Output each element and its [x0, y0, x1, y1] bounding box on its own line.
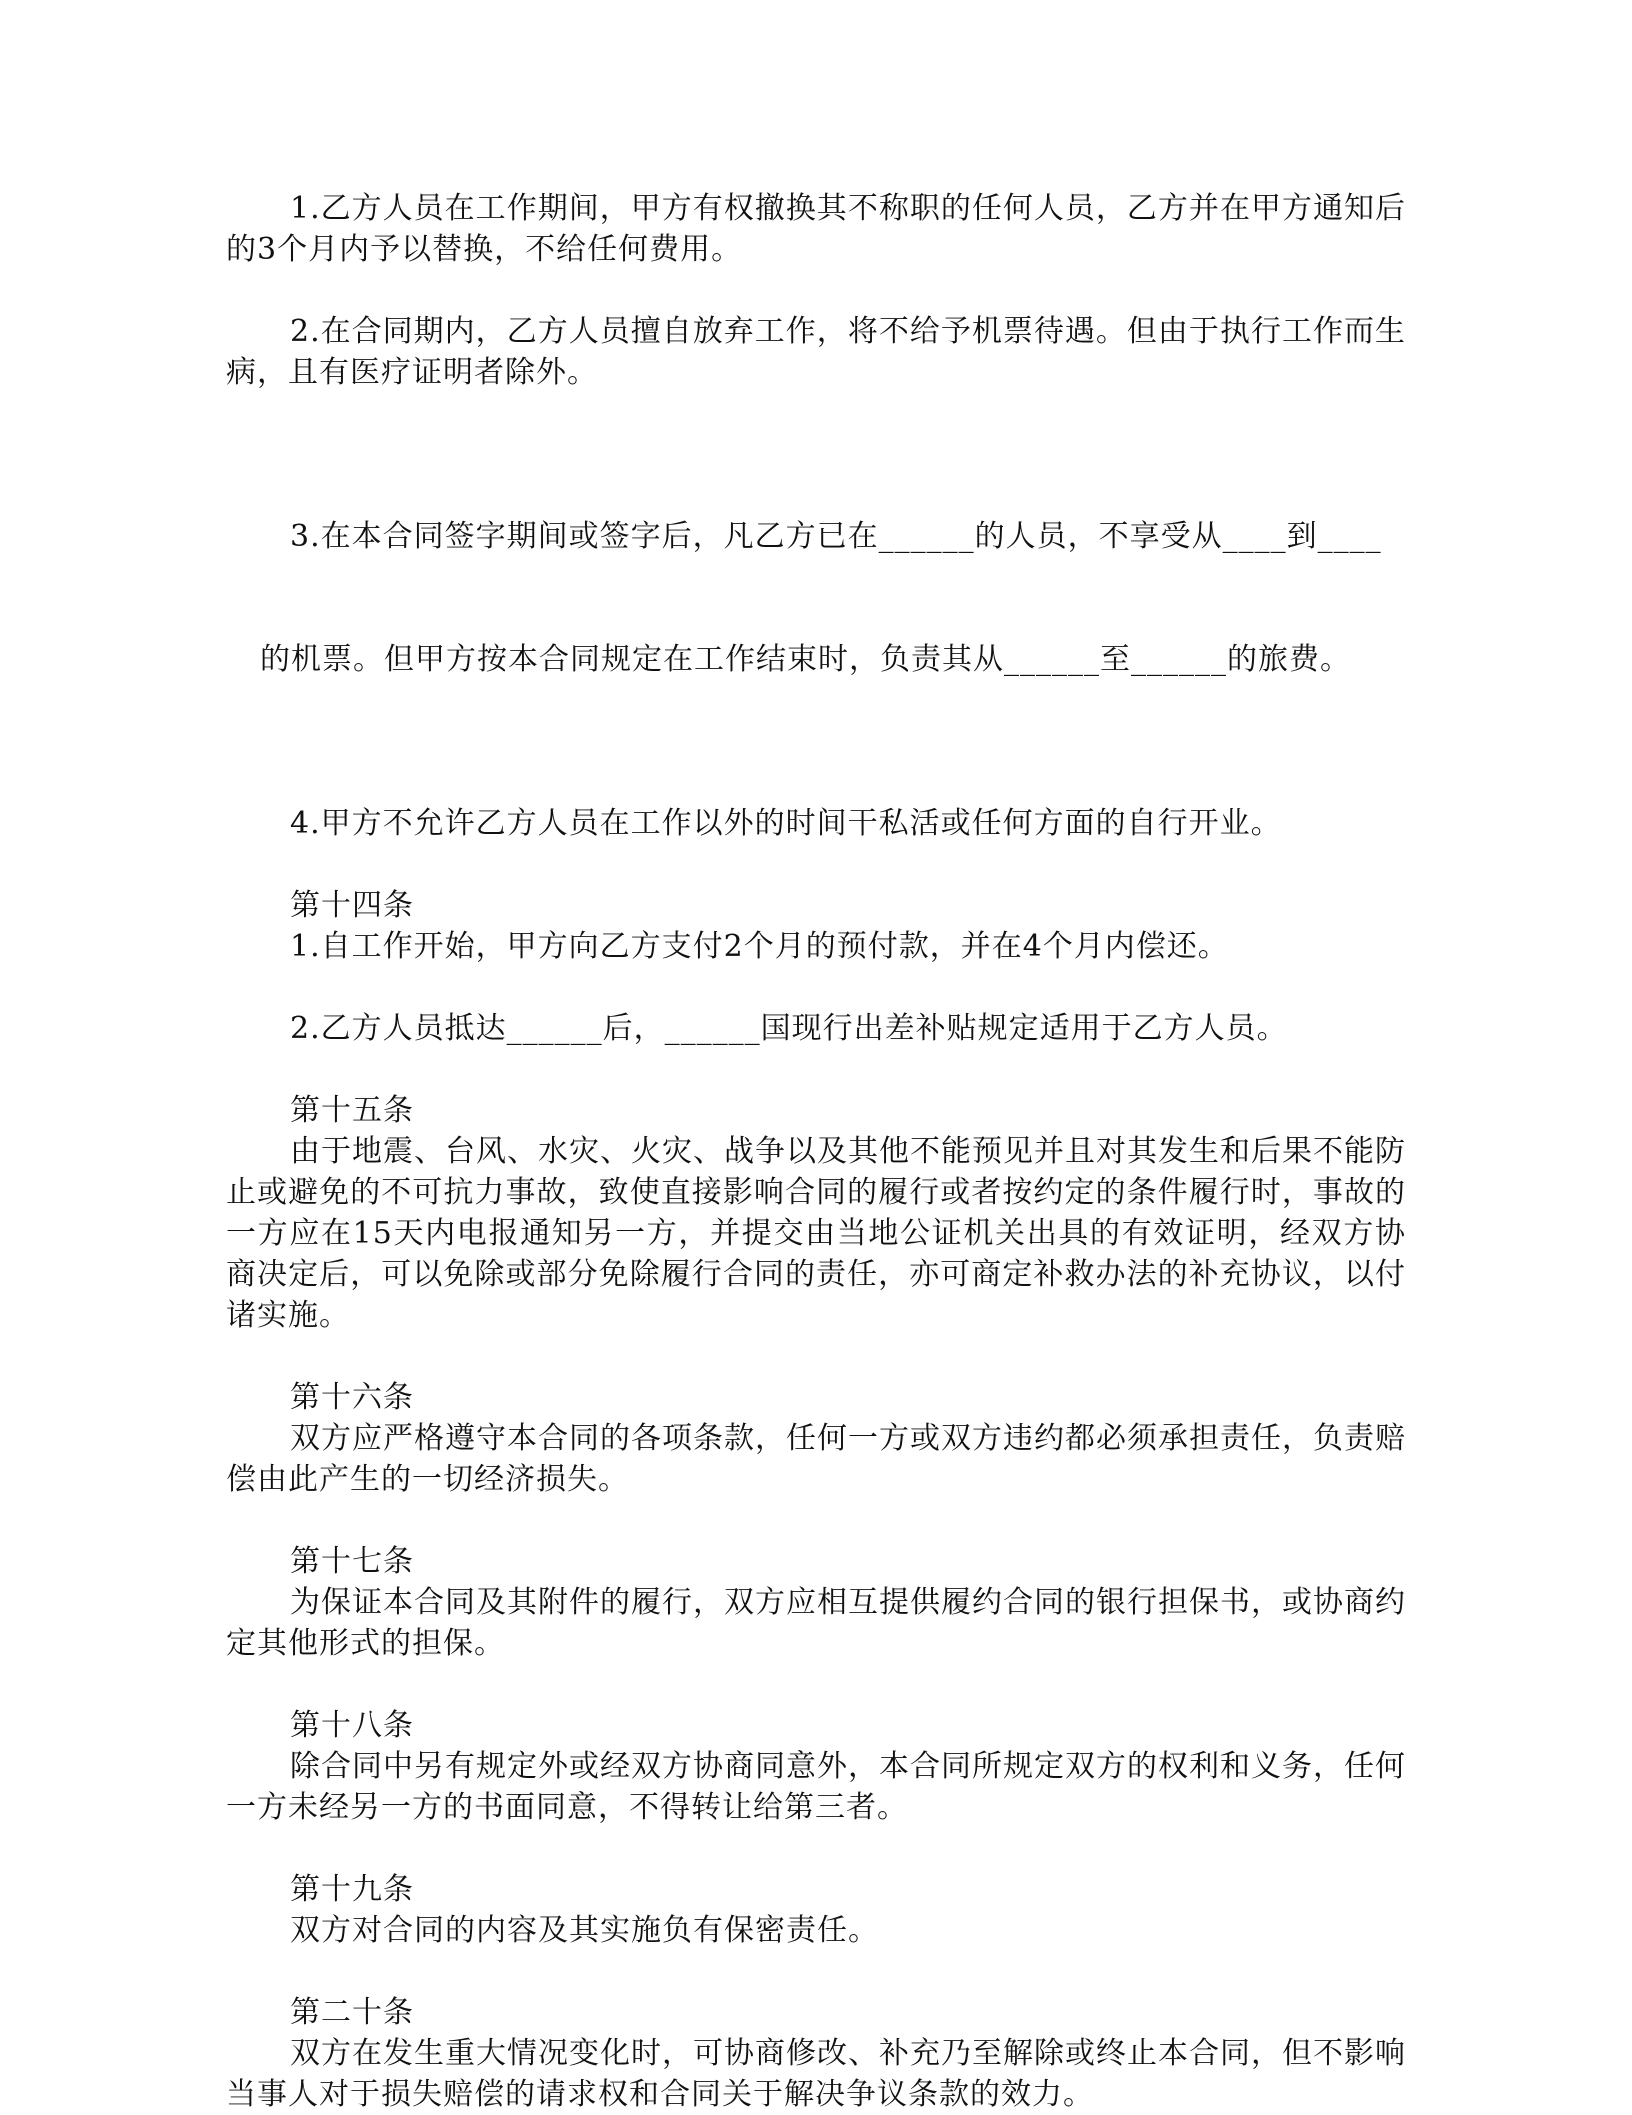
- article-15-body: 由于地震、台风、水灾、火灾、战争以及其他不能预见并且对其发生和后果不能防止或避免的不可抗力事故，致使直接影响合同的履行或者按约定的条件履行时，事故的一方应在15天内电报通知另一方，并提交由当地公证机关出具的有效证明，经双方协商决定后，可以免除或部分免除履行合同的责任，亦可商定补救办法的补充协议，以付诸实施。: [226, 1134, 1406, 1333]
- document-page: [226, 188, 1406, 2115]
- article-20-body: 双方在发生重大情况变化时，可协商修改、补充乃至解除或终止本合同，但不影响当事人对于损失赔偿的请求权和合同关于解决争议条款的效力。: [226, 2036, 1406, 2112]
- article-18-heading: 第十八条: [290, 1708, 414, 1743]
- article-14-paragraph-1: 1.自工作开始，甲方向乙方支付2个月的预付款，并在4个月内偿还。: [290, 929, 1229, 964]
- article-17-heading: 第十七条: [290, 1544, 414, 1579]
- article-19-heading: 第十九条: [290, 1872, 414, 1907]
- article-19-body: 双方对合同的内容及其实施负有保密责任。: [290, 1913, 879, 1948]
- article-16-heading: 第十六条: [290, 1380, 414, 1415]
- clause-item-1: 1.乙方人员在工作期间，甲方有权撤换其不称职的任何人员，乙方并在甲方通知后的3个月内予以替换，不给任何费用。: [226, 191, 1406, 267]
- clause-item-3-line2: 的机票。但甲方按本合同规定在工作结束时，负责其从______至______的旅费。: [260, 642, 1351, 677]
- clause-item-4: 4.甲方不允许乙方人员在工作以外的时间干私活或任何方面的自行开业。: [290, 806, 1282, 841]
- article-18-body: 除合同中另有规定外或经双方协商同意外，本合同所规定双方的权利和义务，任何一方未经另一方的书面同意，不得转让给第三者。: [226, 1749, 1406, 1825]
- article-14-heading: 第十四条: [290, 888, 414, 923]
- article-20-heading: 第二十条: [290, 1995, 414, 2030]
- article-17-body: 为保证本合同及其附件的履行，双方应相互提供履约合同的银行担保书，或协商约定其他形式的担保。: [226, 1585, 1406, 1661]
- clause-item-2: 2.在合同期内，乙方人员擅自放弃工作，将不给予机票待遇。但由于执行工作而生病，且有医疗证明者除外。: [226, 314, 1406, 390]
- article-16-body: 双方应严格遵守本合同的各项条款，任何一方或双方违约都必须承担责任，负责赔偿由此产生的一切经济损失。: [226, 1421, 1406, 1497]
- article-15-heading: 第十五条: [290, 1093, 414, 1128]
- clause-item-3: [226, 434, 1406, 762]
- article-14-paragraph-2: 2.乙方人员抵达______后，______国现行出差补贴规定适用于乙方人员。: [290, 1011, 1288, 1046]
- clause-item-3-line1: 3.在本合同签字期间或签字后，凡乙方已在______的人员，不享受从____到____: [290, 519, 1382, 554]
